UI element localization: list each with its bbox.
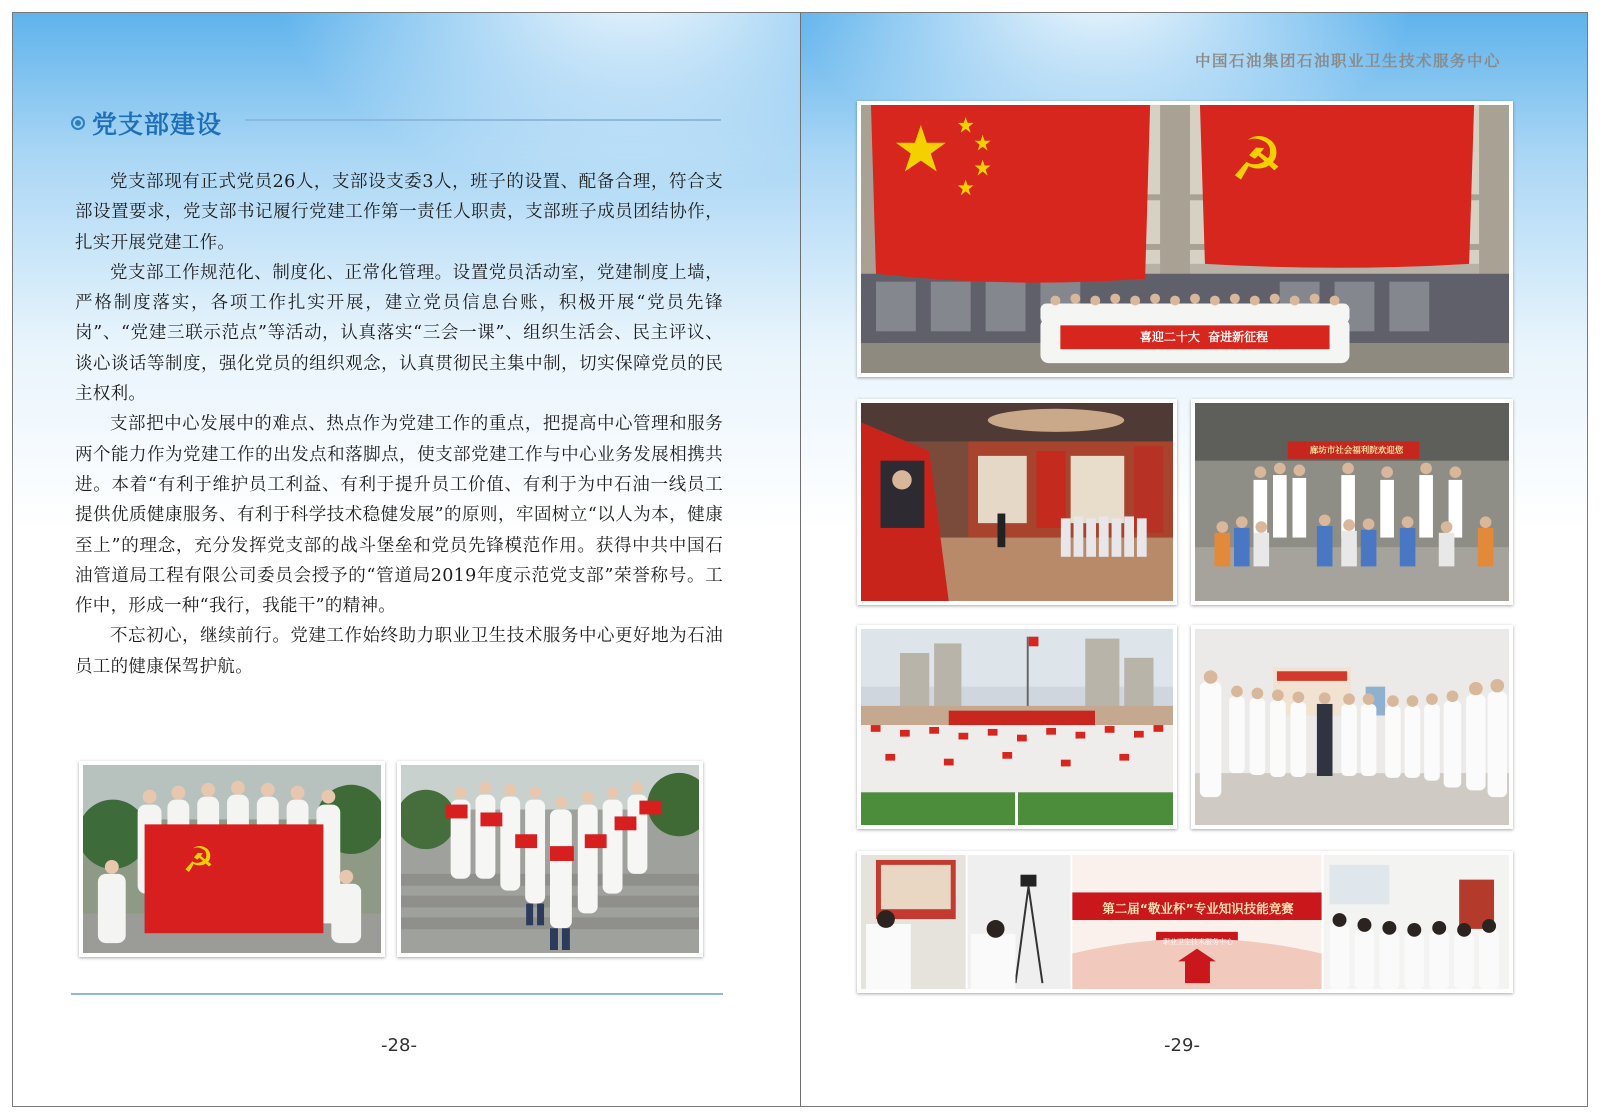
banner-text: 喜迎二十大 奋进新征程: [1139, 330, 1269, 344]
photo-flags-hall: [857, 101, 1513, 377]
right-page: [801, 13, 1588, 1106]
photo-illustration: [861, 855, 1509, 989]
photo-party-flag-group: [79, 761, 385, 957]
paragraph: 党支部现有正式党员26人，支部设支委3人，班子的设置、配备合理，符合支部设置要求，党支部书记履行党建工作第一责任人职责，支部班子成员团结协作，扎实开展党建工作。: [75, 172, 723, 253]
photo-group-with-flags: [397, 761, 703, 957]
svg-text:☭: ☭: [1229, 125, 1284, 195]
bottom-divider: [71, 993, 723, 995]
page-number: -28-: [381, 1035, 417, 1056]
photo-illustration: [1195, 629, 1509, 825]
paragraph: 党支部工作规范化、制度化、正常化管理。设置党员活动室，党建制度上墙，严格制度落实，各项工作扎实开展，建立党员信息台账，积极开展“党员先锋岗”、“党建三联示范点”等活动，认真落实“三会一课”、组织生活会、民主评议、谈心谈话等制度，强化党员的组织观念，认真贯彻民主集中制，切实保障党员的民主权利。: [75, 262, 723, 405]
svg-text:☭: ☭: [182, 839, 215, 881]
article-body: [75, 167, 723, 682]
competition-title-text: 第二届“敬业杯”专业知识技能竞赛: [1102, 901, 1294, 916]
photo-illustration: [861, 403, 1173, 601]
photo-competition-collage: [857, 851, 1513, 993]
photo-illustration: [1195, 403, 1509, 601]
photo-welfare-home: [1191, 399, 1513, 605]
heading-divider: [245, 119, 721, 121]
section-heading: [71, 105, 222, 141]
photo-illustration: [861, 629, 1173, 825]
photo-illustration: [83, 765, 381, 953]
left-page: [13, 13, 801, 1106]
welcome-sign-text: 廊坊市社会福利院欢迎您: [1309, 446, 1404, 456]
photo-indoor-meeting: [1191, 625, 1513, 829]
book-spread: [12, 12, 1588, 1107]
page-number: -29-: [1164, 1035, 1200, 1056]
section-title: 党支部建设: [92, 110, 223, 139]
photo-illustration: [401, 765, 699, 953]
organization-header: 中国石油集团石油职业卫生技术服务中心: [1194, 52, 1501, 70]
photo-exhibition-hall: [857, 399, 1177, 605]
competition-subtitle-text: 职业卫生技术服务中心: [1163, 938, 1233, 946]
paragraph: 支部把中心发展中的难点、热点作为党建工作的重点，把提高中心管理和服务两个能力作为党建工作的出发点和落脚点，使支部党建工作与中心业务发展相携共进。本着“有利于维护员工利益、有利于提升员工价值、有利于为中石油一线员工提供优质健康服务、有利于科学技术稳健发展”的原则，牢固树立“以人为本，健康至上”的理念，充分发挥党支部的战斗堡垒和党员先锋模范作用。获得中共中国石油管道局工程有限公司委员会授予的“管道局2019年度示范党支部”荣誉称号。工作中，形成一种“我行，我能干”的精神。: [75, 414, 723, 617]
photo-outdoor-group: [857, 625, 1177, 829]
circle-bullet-icon: [71, 116, 85, 130]
paragraph: 不忘初心，继续前行。党建工作始终助力职业卫生技术服务中心更好地为石油员工的健康保驾护航。: [75, 626, 723, 677]
